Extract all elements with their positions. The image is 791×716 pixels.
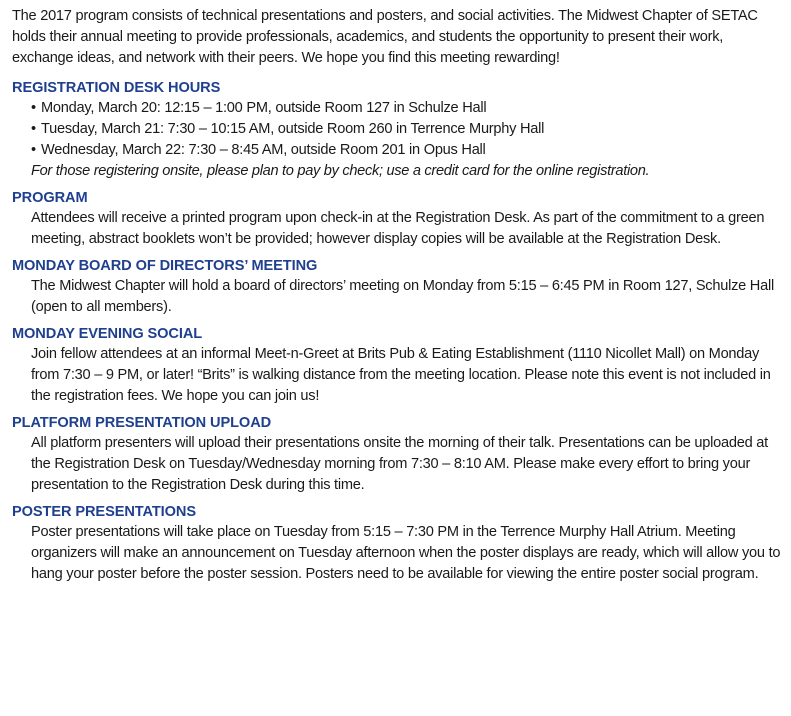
list-item: • Wednesday, March 22: 7:30 – 8:45 AM, outside Room 201 in Opus Hall [31,142,486,158]
section-board-meeting [12,256,781,318]
list-item: • Tuesday, March 21: 7:30 – 10:15 AM, outside Room 260 in Terrence Murphy Hall [31,121,545,137]
section-program [12,188,781,250]
registration-item-wednesday: Wednesday, March 22: 7:30 – 8:45 AM, outside Room 201 in Opus Hall [41,142,486,158]
section-evening-social [12,324,781,407]
poster-body: Poster presentations will take place on Tuesday from 5:15 – 7:30 PM in the Terrence Murphy Hall Atrium. Meeting organizers will make an announcement on Tuesday afternoon when the poster displays are ready, which will allow you to hang your poster before the poster session. Posters need to be available for viewing the entire poster social program. [31,524,781,582]
list-item: • Monday, March 20: 12:15 – 1:00 PM, outside Room 127 in Schulze Hall [31,100,487,116]
registration-heading: REGISTRATION DESK HOURS [12,80,221,96]
section-poster-presentations [12,502,781,585]
section-presentation-upload [12,413,781,496]
social-body: Join fellow attendees at an informal Meet-n-Greet at Brits Pub & Eating Establishment (1110 Nicollet Mall) on Monday from 7:30 – 9 PM, or later! “Brits” is walking distance from the meeting location. Please note this event is not included in the registration fees. We hope you can join us! [31,346,771,404]
upload-body: All platform presenters will upload their presentations onsite the morning of their talk. Presentations can be uploaded at the Registration Desk on Tuesday/Wednesday morning from 7:30 – 8:10 AM. Please make every effort to bring your presentation to the Registration Desk during this time. [31,435,768,493]
poster-heading: POSTER PRESENTATIONS [12,504,196,520]
upload-heading: PLATFORM PRESENTATION UPLOAD [12,415,272,431]
board-body: The Midwest Chapter will hold a board of directors’ meeting on Monday from 5:15 – 6:45 PM in Room 127, Schulze Hall (open to all members). [31,278,774,315]
registration-item-monday: Monday, March 20: 12:15 – 1:00 PM, outside Room 127 in Schulze Hall [41,100,487,116]
registration-note: For those registering onsite, please plan to pay by check; use a credit card for the online registration. [31,163,650,179]
program-body: Attendees will receive a printed program upon check-in at the Registration Desk. As part of the commitment to a green meeting, abstract booklets won’t be provided; however display copies will be available at the Registration Desk. [31,210,765,247]
program-heading: PROGRAM [12,190,88,206]
registration-item-tuesday: Tuesday, March 21: 7:30 – 10:15 AM, outside Room 260 in Terrence Murphy Hall [41,121,545,137]
board-heading: MONDAY BOARD OF DIRECTORS’ MEETING [12,258,318,274]
section-registration-desk-hours [12,78,781,182]
registration-hours-list [31,98,781,161]
social-heading: MONDAY EVENING SOCIAL [12,326,203,342]
intro-paragraph: The 2017 program consists of technical presentations and posters, and social activities. The Midwest Chapter of SETAC holds their annual meeting to provide professionals, academics, and students the opportunity to present their work, exchange ideas, and network with their peers. We hope you find this meeting rewarding! [12,8,758,66]
